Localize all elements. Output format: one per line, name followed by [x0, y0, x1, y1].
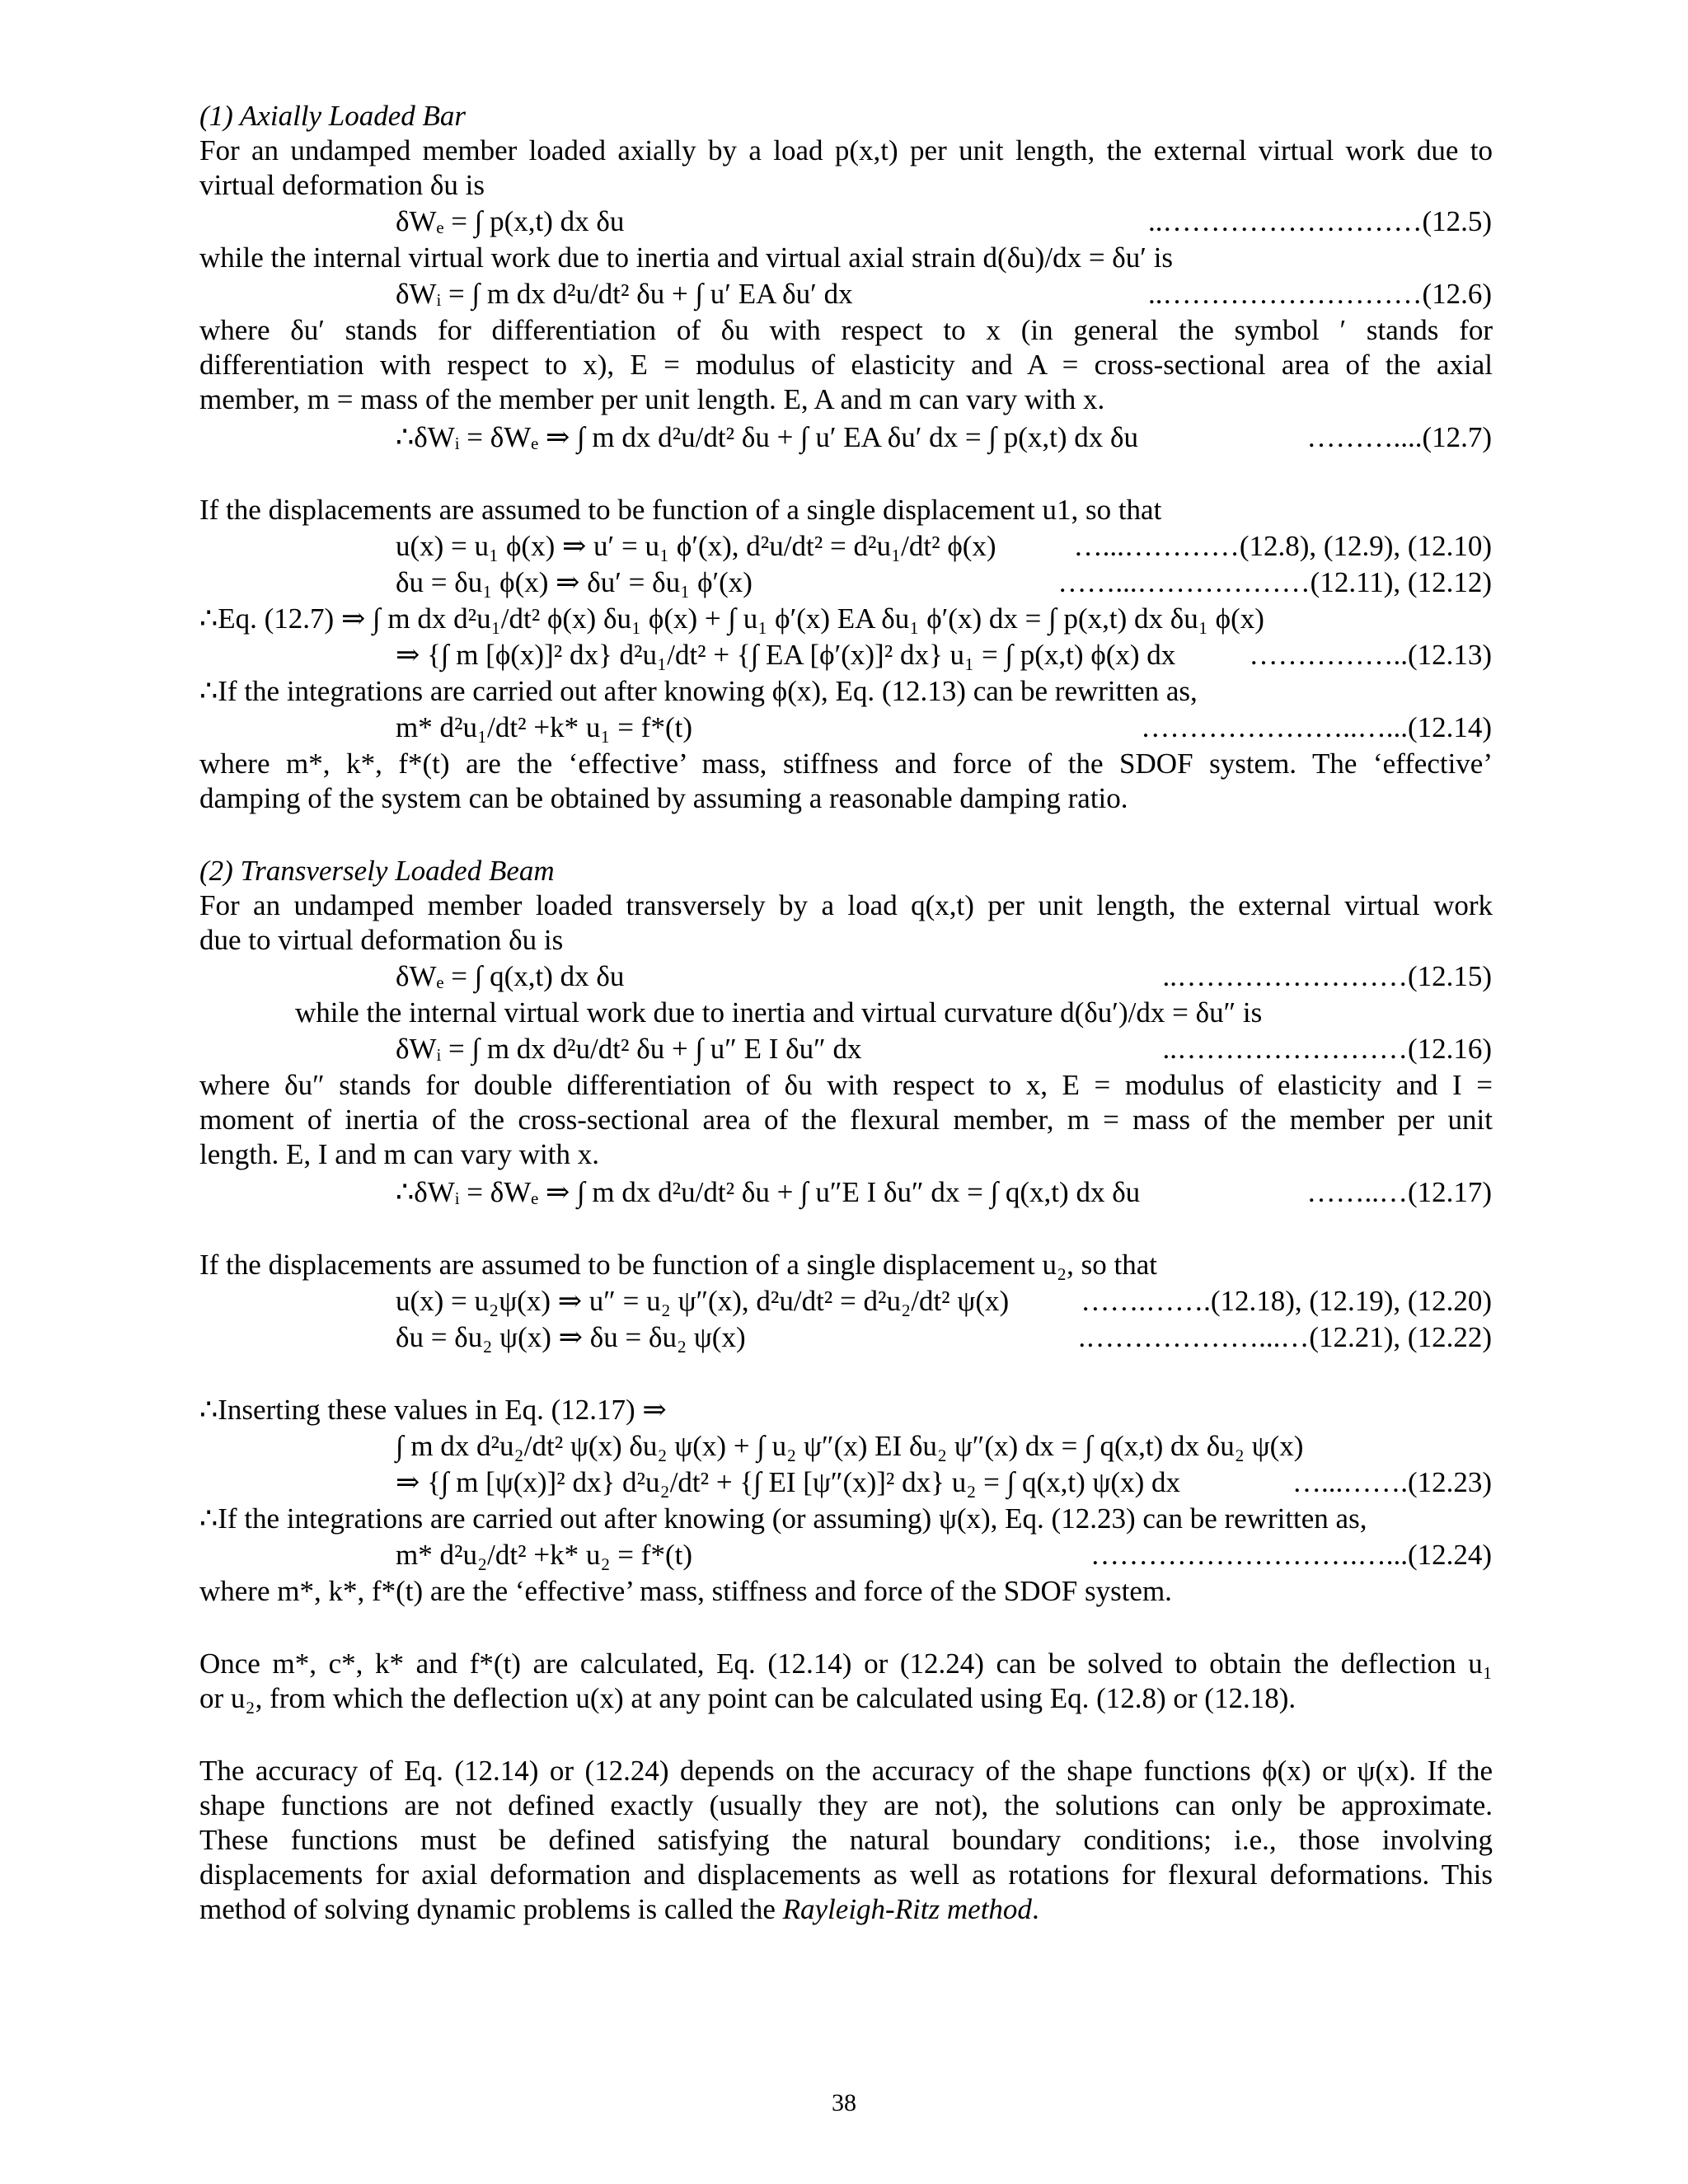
paragraph-line: These functions must be defined satisfying the natural boundary conditions; i.e., those involving [199, 1824, 1493, 1856]
equation-12-16: δWᵢ = ∫ m dx d²u/dt² δu + ∫ u″ E I δu″ dx [396, 1033, 862, 1065]
paragraph-line: ∴If the integrations are carried out after knowing (or assuming) ψ(x), Eq. (12.23) can be rewritten as, [199, 1502, 1367, 1535]
paragraph-line: differentiation with respect to x), E = modulus of elasticity and A = cross-sectional area of the axial [199, 349, 1493, 381]
equation-12-8: u(x) = u₁ ϕ(x) ⇒ u′ = u₁ ϕ′(x), d²u/dt² = d²u₁/dt² ϕ(x) [396, 530, 996, 562]
equation-number-12-14: …………………..…...(12.14) [1141, 711, 1492, 743]
paragraph-line: displacements for axial deformation and displacements as well as rotations for flexural deformations. This [199, 1858, 1493, 1891]
equation-number-12-18: …….…….(12.18), (12.19), (12.20) [1081, 1285, 1492, 1317]
paragraph-line: length. E, I and m can vary with x. [199, 1138, 600, 1170]
equation-12-7: ∴δWᵢ = δWₑ ⇒ ∫ m dx d²u/dt² δu + ∫ u′ EA δu′ dx = ∫ p(x,t) dx δu [396, 421, 1139, 453]
equation-12-17: ∴δWᵢ = δWₑ ⇒ ∫ m dx d²u/dt² δu + ∫ u″E I δu″ dx = ∫ q(x,t) dx δu [396, 1176, 1141, 1208]
paragraph-line: while the internal virtual work due to inertia and virtual curvature d(δu′)/dx = δu″ is [295, 996, 1263, 1029]
paragraph-line: or u₂, from which the deflection u(x) at any point can be calculated using Eq. (12.8) or (12.18). [199, 1682, 1296, 1714]
method-name: Rayleigh-Ritz method [782, 1893, 1032, 1925]
section-heading-axial: (1) Axially Loaded Bar [199, 100, 467, 132]
equation-number-12-15: ..……………………(12.15) [1162, 960, 1492, 992]
paragraph-line: For an undamped member loaded transversely by a load q(x,t) per unit length, the external virtual work [199, 889, 1493, 921]
paragraph-line: where m*, k*, f*(t) are the ‘effective’ mass, stiffness and force of the SDOF system. [199, 1575, 1172, 1607]
paragraph-line: ∴If the integrations are carried out after knowing ϕ(x), Eq. (12.13) can be rewritten as, [199, 675, 1198, 707]
equation-number-12-16: ..……………………(12.16) [1162, 1033, 1492, 1065]
paragraph-line: where δu′ stands for differentiation of δu with respect to x (in general the symbol ′ stands for [199, 314, 1493, 346]
paragraph-line: moment of inertia of the cross-sectional area of the flexural member, m = mass of the member per unit [199, 1104, 1493, 1136]
paragraph-line: damping of the system can be obtained by assuming a reasonable damping ratio. [199, 782, 1128, 814]
paragraph-line: If the displacements are assumed to be function of a single displacement u1, so that [199, 494, 1162, 526]
equation-number-12-6: ..………………………(12.6) [1147, 278, 1492, 310]
equation-12-18: u(x) = u₂ψ(x) ⇒ u″ = u₂ ψ″(x), d²u/dt² = d²u₂/dt² ψ(x) [396, 1285, 1010, 1317]
paragraph-line: where m*, k*, f*(t) are the ‘effective’ mass, stiffness and force of the SDOF system. The ‘effective’ [199, 748, 1493, 780]
paragraph-line: The accuracy of Eq. (12.14) or (12.24) depends on the accuracy of the shape functions ϕ(x) or ψ(x). If the [199, 1755, 1493, 1787]
paragraph-line [199, 1892, 1493, 1927]
equation-12-13: ⇒ {∫ m [ϕ(x)]² dx} d²u₁/dt² + {∫ EA [ϕ′(x)]² dx} u₁ = ∫ p(x,t) ϕ(x) dx [396, 639, 1176, 671]
equation-number-12-13: ……………..(12.13) [1249, 639, 1492, 671]
paragraph-line: If the displacements are assumed to be function of a single displacement u₂, so that [199, 1249, 1158, 1281]
paragraph-line: due to virtual deformation δu is [199, 924, 564, 956]
paragraph-line: shape functions are not defined exactly (usually they are not), the solutions can only be approximate. [199, 1789, 1493, 1821]
equation-substitution-2: ∫ m dx d²u₂/dt² ψ(x) δu₂ ψ(x) + ∫ u₂ ψ″(x) EI δu₂ ψ″(x) dx = ∫ q(x,t) dx δu₂ ψ(x) [396, 1430, 1304, 1462]
equation-number-12-8: …...…………(12.8), (12.9), (12.10) [1073, 530, 1492, 562]
paragraph-line: For an undamped member loaded axially by a load p(x,t) per unit length, the external virtual work due to [199, 134, 1493, 166]
equation-number-12-17: ……..…(12.17) [1306, 1176, 1492, 1208]
paragraph-line: where δu″ stands for double differentiation of δu with respect to x, E = modulus of elasticity and I = [199, 1069, 1493, 1101]
equation-number-12-5: ..………………………(12.5) [1147, 205, 1492, 237]
equation-12-24: m* d²u₂/dt² +k* u₂ = f*(t) [396, 1539, 692, 1571]
equation-number-12-11: ……...………………(12.11), (12.12) [1057, 566, 1492, 598]
equation-12-6: δWᵢ = ∫ m dx d²u/dt² δu + ∫ u′ EA δu′ dx [396, 278, 853, 310]
equation-12-14: m* d²u₁/dt² +k* u₁ = f*(t) [396, 711, 692, 743]
equation-12-5: δWₑ = ∫ p(x,t) dx δu [396, 205, 625, 237]
equation-number-12-23: …...…….(12.23) [1292, 1466, 1492, 1498]
paragraph-line: Once m*, c*, k* and f*(t) are calculated, Eq. (12.14) or (12.24) can be solved to obtain the deflection u₁ [199, 1647, 1493, 1680]
equation-number-12-24: ……………………….…...(12.24) [1090, 1539, 1492, 1571]
paragraph-line: member, m = mass of the member per unit length. E, A and m can vary with x. [199, 383, 1105, 415]
page-number: 38 [832, 2089, 856, 2116]
equation-12-21: δu = δu₂ ψ(x) ⇒ δu = δu₂ ψ(x) [396, 1321, 746, 1353]
equation-number-12-7: ………....(12.7) [1306, 421, 1492, 453]
text-run: method of solving dynamic problems is called the [199, 1893, 783, 1925]
paragraph-line: ∴Inserting these values in Eq. (12.17) ⇒ [199, 1394, 667, 1426]
section-heading-transverse: (2) Transversely Loaded Beam [199, 855, 555, 887]
equation-12-23: ⇒ {∫ m [ψ(x)]² dx} d²u₂/dt² + {∫ EI [ψ″(x)]² dx} u₂ = ∫ q(x,t) ψ(x) dx [396, 1466, 1180, 1498]
equation-12-11: δu = δu₁ ϕ(x) ⇒ δu′ = δu₁ ϕ′(x) [396, 566, 753, 598]
paragraph-line: while the internal virtual work due to inertia and virtual axial strain d(δu)/dx = δu′ is [199, 241, 1174, 274]
paragraph-line: virtual deformation δu is [199, 169, 485, 201]
equation-number-12-21: .………………...…(12.21), (12.22) [1078, 1321, 1492, 1353]
equation-substitution: ∴Eq. (12.7) ⇒ ∫ m dx d²u₁/dt² ϕ(x) δu₁ ϕ(x) + ∫ u₁ ϕ′(x) EA δu₁ ϕ′(x) dx = ∫ p(x,t) dx δu₁ ϕ(x) [199, 602, 1264, 635]
equation-12-15: δWₑ = ∫ q(x,t) dx δu [396, 960, 625, 992]
text-run: . [1031, 1893, 1039, 1925]
